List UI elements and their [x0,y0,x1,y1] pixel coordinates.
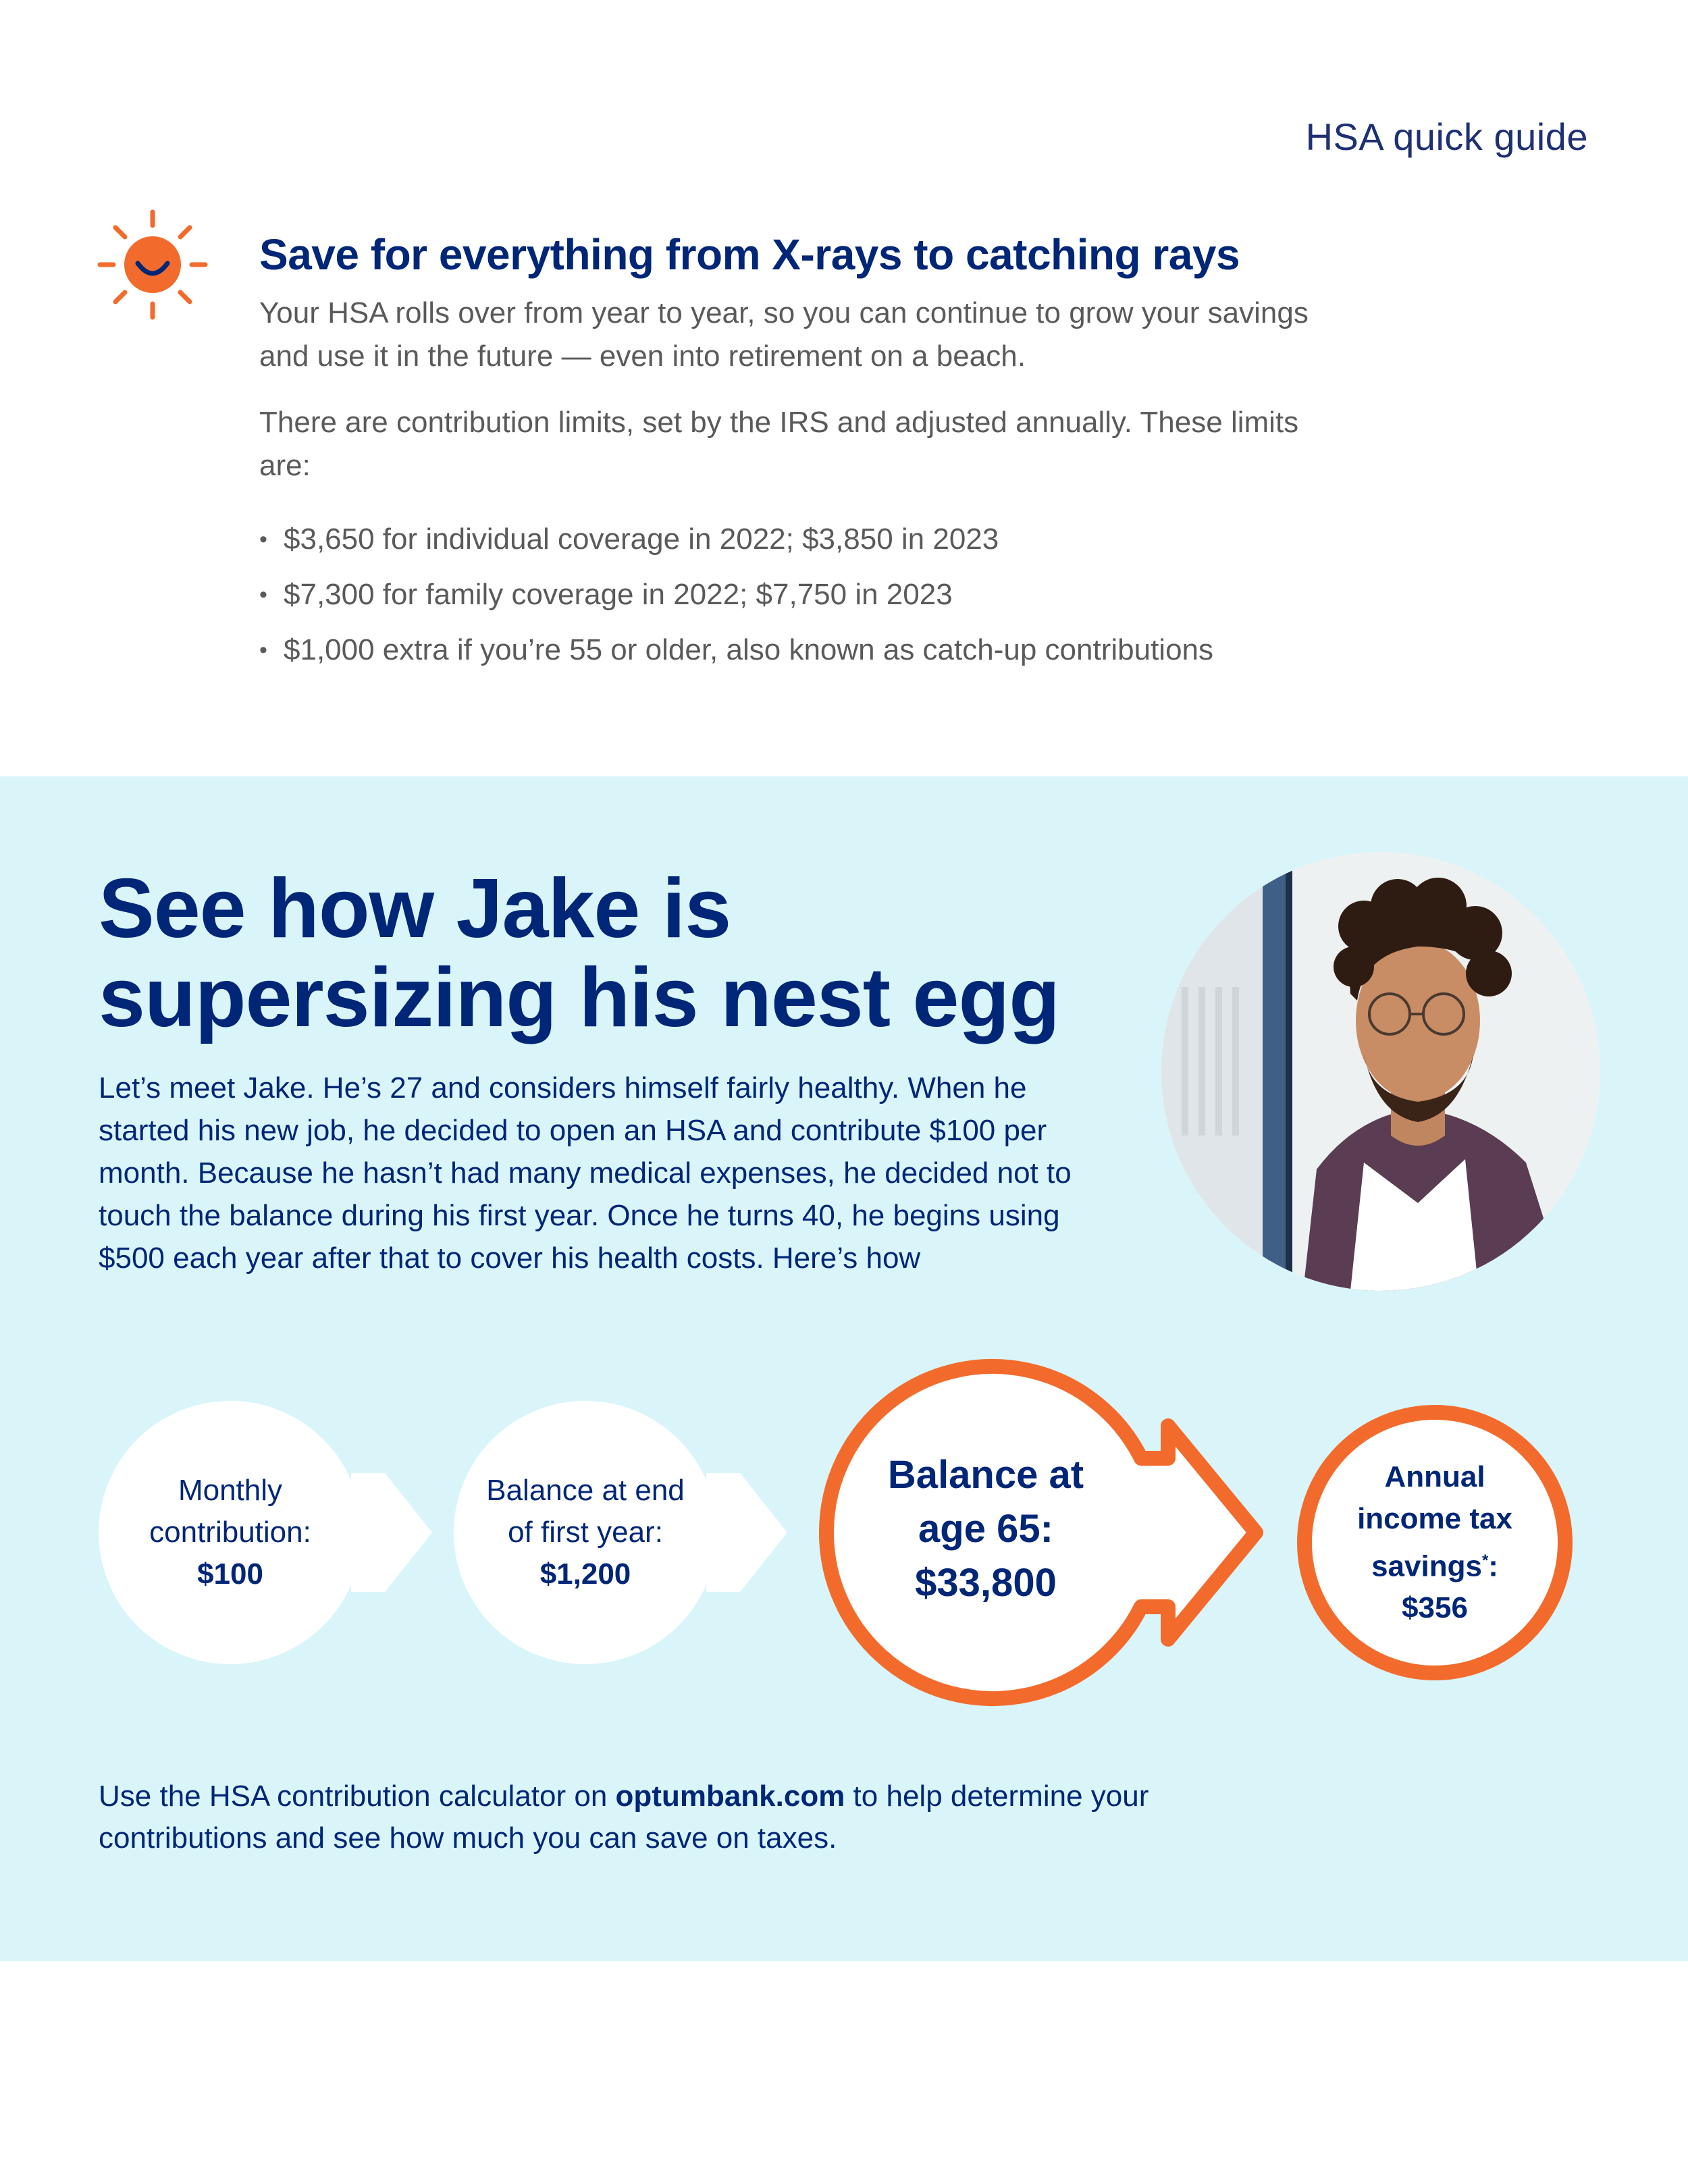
sun-smile-icon [96,208,209,321]
step-label: contribution: [149,1516,311,1549]
step-value: $100 [197,1557,263,1591]
step-label: savings [1371,1549,1482,1583]
jake-example-section [0,776,1688,1961]
monthly-contribution-step [99,1401,362,1664]
arrow-icon [706,1473,787,1592]
calculator-note [99,1776,1246,1859]
step-label: Balance at end [486,1474,685,1507]
step-label: Balance at [887,1453,1084,1497]
arrow-icon [351,1473,432,1592]
intro-paragraph-limits: There are contribution limits, set by the IRS and adjusted annually. These limits are: [259,406,1299,482]
header-label: HSA quick guide [1305,115,1588,158]
list-item: • $1,000 extra if you’re 55 or older, also known as catch-up contributions [259,622,1340,678]
first-year-balance-step [454,1401,717,1664]
step-value: $33,800 [915,1561,1057,1605]
intro-section [259,230,1340,678]
footnote-marker: * [1481,1551,1489,1570]
step-label: of first year: [508,1516,663,1549]
step-value: $1,200 [539,1557,631,1591]
intro-heading: Save for everything from X-rays to catching rays [259,230,1240,279]
intro-paragraph-rollover: Your HSA rolls over from year to year, so you can continue to grow your savings and use it in the future — even into retirement on a beach. [259,296,1309,373]
jake-photo [1161,852,1600,1291]
step-label: age 65: [918,1507,1053,1551]
step-label: Annual [1384,1460,1485,1493]
step-value: $356 [1402,1591,1468,1625]
contribution-limits-list [259,512,1340,678]
step-label: Monthly [178,1474,283,1507]
list-item: • $7,300 for family coverage in 2022; $7,750 in 2023 [259,567,1340,622]
step-label: income tax [1357,1501,1512,1535]
optumbank-link[interactable]: optumbank.com [615,1780,845,1813]
jake-heading: See how Jake is supersizing his nest egg [99,862,1059,1044]
balance-at-65-step [810,1354,1161,1705]
calculator-note-suffix: to help determine your contributions and see how much you can save on taxes. [99,1780,1149,1855]
list-item: • $3,650 for individual coverage in 2022; $3,850 in 2023 [259,512,1340,567]
tax-savings-step: Annual income tax savings*: $356 [1296,1404,1573,1681]
jake-paragraph: Let’s meet Jake. He’s 27 and considers himself fairly healthy. When he started his new job, he decided to open an HSA and contribute $100 per month. Because he hasn’t had many medical expenses, he decided not to touch the balance during his first year. Once he turns 40, he begins using $500 each year after that to cover his health costs. Here’s how [99,1071,1072,1275]
calculator-note-prefix: Use the HSA contribution calculator on [99,1780,616,1813]
